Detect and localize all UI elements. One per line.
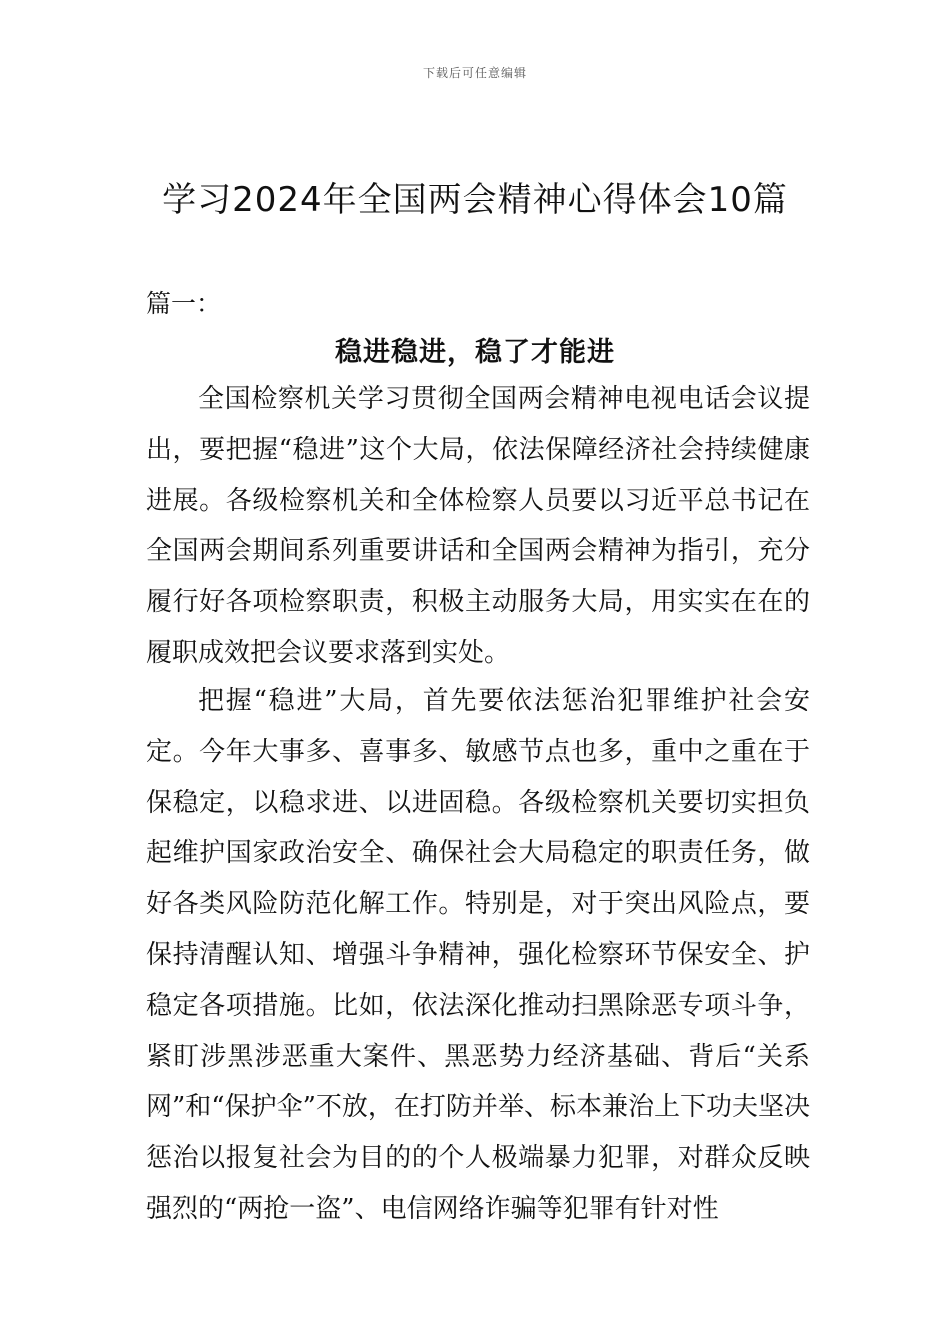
section-label: 篇一： [146, 289, 222, 318]
section-heading: 稳进稳进，稳了才能进 [335, 337, 615, 368]
body-paragraph-2: 把握“稳进”大局，首先要依法惩治犯罪维护社会安定。今年大事多、喜事多、敏感节点也多，重中之重在于保稳定，以稳求进、以进固稳。各级检察机关要切实担负起维护国家政治安全、确保社会大局稳定的职责任务，做好各类风险防范化解工作。特别是，对于突出风险点，要保持清醒认知、增强斗争精神，强化检察环节保安全、护稳定各项措施。比如，依法深化推动扫黑除恶专项斗争，紧盯涉黑涉恶重大案件、黑恶势力经济基础、背后“关系网”和“保护伞”不放，在打防并举、标本兼治上下功夫坚决惩治以报复社会为目的的个人极端暴力犯罪，对群众反映强烈的“两抢一盗”、电信网络诈骗等犯罪有针对性 [146, 686, 810, 1224]
body-paragraph-1: 全国检察机关学习贯彻全国两会精神电视电话会议提出，要把握“稳进”这个大局，依法保障经济社会持续健康进展。各级检察机关和全体检察人员要以习近平总书记在全国两会期间系列重要讲话和全国两会精神为指引，充分履行好各项检察职责，积极主动服务大局，用实实在在的履职成效把会议要求落到实处。 [146, 384, 810, 668]
document-title: 学习2024年全国两会精神心得体会10篇 [162, 180, 788, 220]
header-note: 下载后可任意编辑 [422, 66, 527, 80]
